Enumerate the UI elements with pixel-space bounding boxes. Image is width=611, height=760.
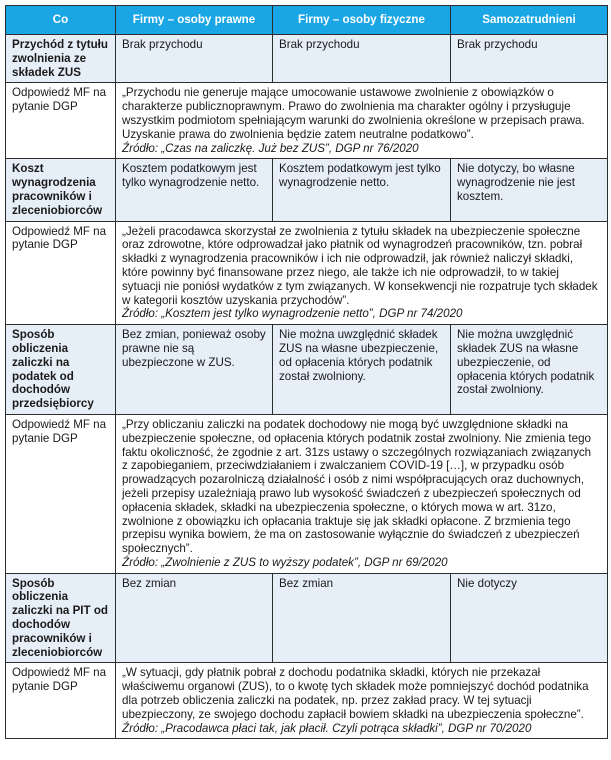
table-row: [6, 414, 608, 573]
header-natural-persons: Firmy – osoby fizyczne: [273, 6, 451, 35]
table-row: [6, 35, 608, 83]
row-label: Odpowiedź MF na pytanie DGP: [6, 663, 116, 739]
mf-answer-cell: [116, 83, 608, 159]
cell-self-employed: Nie dotyczy: [451, 573, 608, 663]
cell-natural-persons: Brak przychodu: [273, 35, 451, 83]
row-label: Sposób obliczenia zaliczki na podatek od dochodów przedsiębiorcy: [6, 325, 116, 415]
cell-self-employed: Brak przychodu: [451, 35, 608, 83]
table-row: [6, 159, 608, 221]
row-label: Przychód z tytułu zwolnienia ze składek ZUS: [6, 35, 116, 83]
source-citation: Źródło: „Czas na zaliczkę. Już bez ZUS”, DGP nr 76/2020: [122, 141, 419, 155]
row-label: Odpowiedź MF na pytanie DGP: [6, 414, 116, 573]
row-label: Odpowiedź MF na pytanie DGP: [6, 221, 116, 325]
table-row: [6, 83, 608, 159]
cell-legal-persons: Bez zmian, ponieważ osoby prawne nie są ubezpieczone w ZUS.: [116, 325, 273, 415]
cell-legal-persons: Kosztem podatkowym jest tylko wynagrodzenie netto.: [116, 159, 273, 221]
table-row: [6, 573, 608, 663]
mf-answer-cell: [116, 414, 608, 573]
mf-answer-quote: „Przychodu nie generuje mające umocowanie ustawowe zwolnienie z obowiązków o charakterze publicznoprawnym. Prawo do zwolnienia ma charakter ogólny i przysługuje wszystkim podmiotom spełniającym warunki do zwolnienia określone w przepisach prawa. Uzyskanie prawa do zwolnienia będzie zatem neutralne podatkowo”.: [122, 86, 585, 141]
source-citation: Źródło: „Zwolnienie z ZUS to wyższy podatek”, DGP nr 69/2020: [122, 555, 448, 569]
cell-self-employed: Nie można uwzględnić składek ZUS na własne ubezpieczenie, od opłacenia których podatnik został zwolniony.: [451, 325, 608, 415]
table-row: [6, 221, 608, 325]
cell-natural-persons: Nie można uwzględnić składek ZUS na własne ubezpieczenie, od opłacenia których podatnik został zwolniony.: [273, 325, 451, 415]
header-row: [6, 6, 608, 35]
source-citation: Źródło: „Pracodawca płaci tak, jak płacił. Czyli potrąca składki”, DGP nr 70/2020: [122, 721, 532, 735]
mf-answer-quote: „Przy obliczaniu zaliczki na podatek dochodowy nie mogą być uwzględnione składki na ubezpieczenie społeczne, od opłacenia których podatnik został zwolniony. Nie zmienia tego faktu okoliczność, że zgodnie z art. 31zs ustawy o szczególnych rozwiązaniach związanych z zapobieganiem, przeciwdziałaniem i zwalczaniem COVID-19 […], w przypadku osób prowadzących pozarolniczą działalność i osób z nimi współpracujących oraz duchownych, jeżeli przepisy uzależniają prawo lub wysokość świadczeń z ubezpieczeń społecznych od opłacenia składek, składki na ubezpieczenia społeczne, o których mowa w art. 31zo, zwolnione z obowiązku ich opłacania traktuje się jak składki opłacone. Z brzmienia tego przepisu wynika bowiem, że ma on zastosowanie wyłącznie do świadczeń z ubezpieczeń społecznych”.: [122, 417, 592, 556]
header-self-employed: Samozatrudnieni: [451, 6, 608, 35]
cell-legal-persons: Bez zmian: [116, 573, 273, 663]
cell-legal-persons: Brak przychodu: [116, 35, 273, 83]
table-row: [6, 325, 608, 415]
mf-answer-cell: [116, 221, 608, 325]
cell-natural-persons: Kosztem podatkowym jest tylko wynagrodzenie netto.: [273, 159, 451, 221]
row-label: Koszt wynagrodzenia pracowników i zleceniobiorców: [6, 159, 116, 221]
header-co: Co: [6, 6, 116, 35]
row-label: Sposób obliczenia zaliczki na PIT od dochodów pracowników i zleceniobiorców: [6, 573, 116, 663]
source-citation: Źródło: „Kosztem jest tylko wynagrodzenie netto”, DGP nr 74/2020: [122, 307, 463, 321]
table-row: [6, 663, 608, 739]
header-legal-persons: Firmy – osoby prawne: [116, 6, 273, 35]
cell-self-employed: Nie dotyczy, bo własne wynagrodzenie nie jest kosztem.: [451, 159, 608, 221]
cell-natural-persons: Bez zmian: [273, 573, 451, 663]
mf-answer-quote: „Jeżeli pracodawca skorzystał ze zwolnienia z tytułu składek na ubezpieczenie społeczne oraz zdrowotne, które odprowadzał jako płatnik od wynagrodzeń pracowników, tzn. pobrał składki z wynagrodzenia pracowników i ich nie odprowadził, jak również naliczył składki, które powinny być finansowane przez niego, ale także ich nie odprowadził, to w takiej sytuacji nie poniósł wydatków z tym związanych. W konsekwencji nie rozpatruje tych składek w kategorii kosztów uzyskania przychodów”.: [122, 224, 598, 307]
mf-answer-quote: „W sytuacji, gdy płatnik pobrał z dochodu podatnika składki, których nie przekazał właściwemu organowi (ZUS), to o kwotę tych składek może pomniejszyć dochód podatnika dla potrzeb obliczenia zaliczki na podatek, np. przez zakład pracy. W tej sytuacji ubezpieczony, ze swojego dochodu zapłacił bowiem składki na ubezpieczenia społeczne”.: [122, 666, 589, 721]
mf-answer-cell: [116, 663, 608, 739]
row-label: Odpowiedź MF na pytanie DGP: [6, 83, 116, 159]
comparison-table: [5, 5, 608, 739]
